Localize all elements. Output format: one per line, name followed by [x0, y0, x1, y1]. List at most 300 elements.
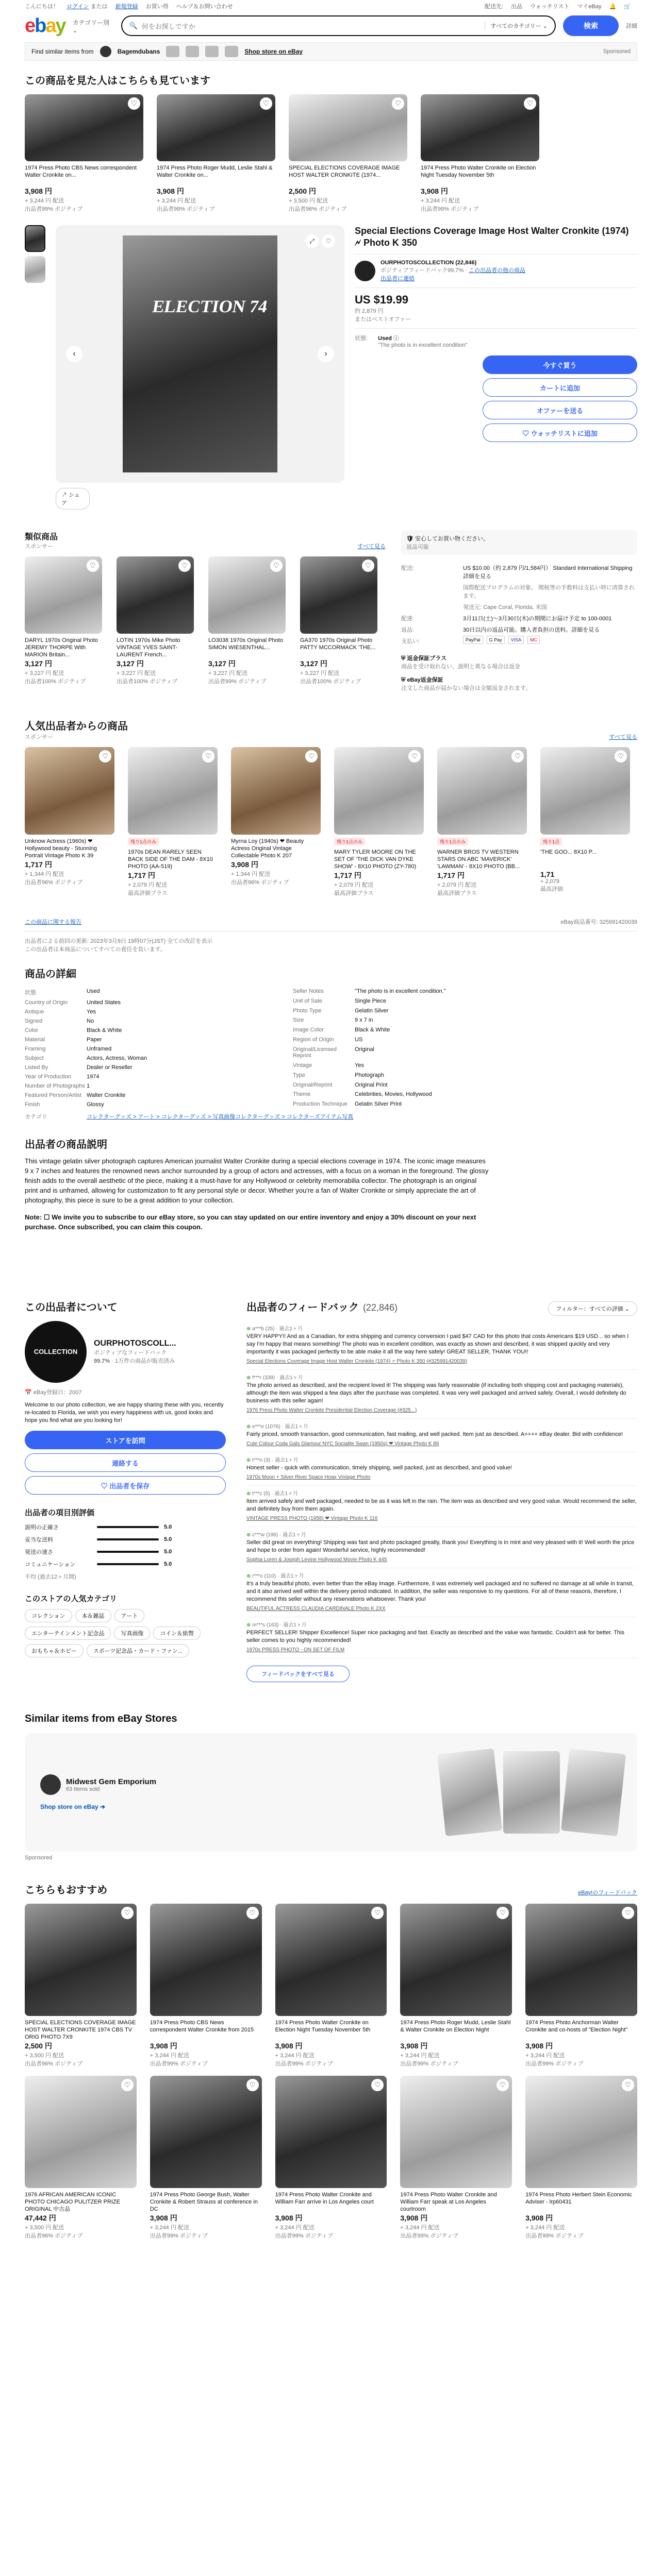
rec-item-shipping: + 3,244 円 配送: [400, 2225, 440, 2231]
save-seller-button[interactable]: ♡ 出品者を保存: [25, 1476, 226, 1495]
rec-item-title[interactable]: 1974 Press Photo Walter Cronkite on Election Night Tuesday November 5th: [275, 2020, 371, 2033]
related-item-title[interactable]: 1974 Press Photo Walter Cronkite on Election Night Tuesday November 5th: [421, 165, 536, 178]
rec-item-seller-tag: 出品者99% ポジティブ: [525, 2233, 584, 2239]
similar-item-card[interactable]: [25, 556, 102, 685]
spec-row: Featured Person/Artist Walter Cronkite: [25, 1092, 126, 1098]
gem-shop-link[interactable]: Shop store on eBay ➔: [40, 1803, 106, 1810]
help-link[interactable]: ヘルプ＆お問い合わせ: [176, 4, 233, 10]
popular-item-image[interactable]: [540, 747, 630, 835]
rec-item-seller-tag: 出品者99% ポジティブ: [150, 2061, 208, 2067]
rec-item-shipping: + 3,244 円 配送: [275, 2225, 315, 2231]
positive-icon: ⊕: [246, 1375, 253, 1381]
feedback-product-link[interactable]: VINTAGE PRESS PHOTO (1958) ❤ Vintage Photo K 116: [246, 1516, 378, 1521]
ship-to[interactable]: 配送先:: [485, 4, 504, 10]
related-item-price: 2,500 円: [289, 187, 316, 195]
heart-icon[interactable]: ♡: [87, 560, 99, 572]
rec-item-seller-tag: 出品者99% ポジティブ: [275, 2061, 333, 2067]
rec-item-card[interactable]: [525, 1904, 637, 2067]
heart-icon[interactable]: ♡: [178, 560, 191, 572]
similar-item-price: 3,127 円: [25, 659, 52, 668]
feedback-product-link[interactable]: 1970s PRESS PHOTO - ON SET OF FILM: [246, 1647, 345, 1653]
rec-item-image[interactable]: [150, 2076, 262, 2188]
rec-item-shipping: + 3,244 円 配送: [400, 2053, 440, 2059]
spec-row: Subject Actors, Actress, Woman: [25, 1055, 147, 1061]
popular-item-title[interactable]: 'THE GOO... 8X10 P...: [540, 849, 597, 855]
rec-item-image[interactable]: [525, 1904, 637, 2016]
store-logo[interactable]: COLLECTION: [25, 1321, 87, 1383]
rec-item-card[interactable]: [25, 2076, 137, 2240]
rec-item-title[interactable]: 1974 Press Photo George Bush, Walter Cronkite & Robert Strauss at conference in DC: [150, 2192, 258, 2212]
similar-item-image[interactable]: [208, 556, 286, 634]
rating-bar-fill: [97, 1551, 159, 1553]
rec-item-price: 3,908 円: [150, 2214, 177, 2222]
popular-item-shipping: + 2,079: [540, 878, 560, 885]
rec-item-seller-tag: 出品者96% ポジティブ: [25, 2233, 83, 2239]
popular-item-price: 1,717 円: [437, 871, 465, 879]
contact-seller-button[interactable]: 連絡する: [25, 1453, 226, 1472]
feedback-product-link[interactable]: 1970s Moon + Silver River Space Hoax Vintage Photo: [246, 1475, 371, 1480]
positive-icon: ⊕: [246, 1573, 253, 1579]
rec-item-card[interactable]: [275, 1904, 387, 2067]
popular-item-seller-tag: 最高評価: [540, 886, 563, 892]
popular-item-title[interactable]: WARNER BROS TV WESTERN STARS ON ABC 'MAVERICK' 'LAWMAN' - 8X10 PHOTO (BB...: [437, 849, 520, 870]
popular-item-seller-tag: 出品者96% ポジティブ: [231, 879, 289, 886]
spec-row: Country of Origin United States: [25, 999, 121, 1006]
sell-link[interactable]: 出品: [511, 4, 523, 10]
related-item-shipping: + 3,244 円 配送: [157, 198, 196, 204]
store-joined: 📅 eBay登録日：2007: [25, 1389, 82, 1396]
heart-icon[interactable]: ♡: [408, 750, 421, 762]
similar-item-title[interactable]: DARYL 1970s Original Photo JEREMY THORPE With MARION Britain...: [25, 637, 98, 658]
category-breadcrumb[interactable]: コレクターグッズ > アート > コレクターグッズ > 写真画像コレクターグッズ > コレクターズアイテム写真: [87, 1114, 354, 1120]
guarantee-icon: ⛨: [401, 677, 407, 683]
heart-icon[interactable]: ♡: [524, 97, 536, 110]
similar-item-price: 3,127 円: [117, 659, 144, 668]
related-item-shipping: + 3,500 円 配送: [289, 198, 328, 204]
seller-contact-link[interactable]: 出品者に連絡: [380, 276, 415, 282]
store-name[interactable]: OURPHOTOSCOLL...: [94, 1339, 176, 1348]
visit-store-button[interactable]: ストアを訪問: [25, 1431, 226, 1449]
heart-icon[interactable]: ♡: [246, 2079, 259, 2091]
positive-icon: ⊕: [246, 1491, 253, 1497]
popular-item-card[interactable]: [25, 747, 114, 897]
spec-row: Signed No: [25, 1018, 94, 1024]
rating-bar-fill: [97, 1526, 159, 1528]
seller-name[interactable]: OURPHOTOSCOLLECTION: [380, 260, 454, 266]
search-button[interactable]: 検索: [563, 15, 619, 36]
seller-other-link[interactable]: この出品者の他の商品: [469, 267, 525, 274]
spec-row: Number of Photographs 1: [25, 1083, 90, 1089]
signin-link[interactable]: ログイン: [67, 4, 89, 10]
similar-item-card[interactable]: [117, 556, 194, 685]
spec-row: Material Paper: [25, 1037, 102, 1043]
popular-item-seller-tag: 最高評価プラス: [437, 890, 477, 896]
spec-table-left: [25, 987, 262, 1109]
related-item-price: 3,908 円: [157, 187, 184, 195]
related-item-image[interactable]: [157, 94, 275, 161]
shield-icon: 🛡: [406, 536, 413, 542]
register-link[interactable]: 新規登録: [115, 4, 138, 10]
store-category-pill[interactable]: おもちゃ＆ホビー: [25, 1644, 84, 1657]
popular-item-image[interactable]: [128, 747, 218, 835]
spec-row: Original/Reprint Original Print: [293, 1081, 388, 1088]
report-link[interactable]: この商品に関する報告: [25, 919, 81, 925]
shipping-panel: 🛡 安心してお買い物ください。 返品可能 配送: US $10.00（約 2,879 円/1,584円） Standard International Shipping 詳細を見る 国際配送プログラムの対象。 関税等の手数料は支払い時に清算されます。 発送元: Cape Coral, Florida, 米国 配達: 3月11日(土)～3月30日(木)の期間にお届け予定 to 100-0001 返品: 30日以内の返品可能。購入者負担の送料。詳細を見る 支払い: PayPal G Pay VISA MC ⛨ 返金保証プラス 商品を受け取れない、説明と異なる場合は返金 ⛨ eBay返金保証 注文した商品が届かない場合は全額返金されます。: [401, 530, 637, 692]
rec-item-seller-tag: 出品者99% ポジティブ: [400, 2233, 458, 2239]
spec-row: Color Black & White: [25, 1027, 122, 1033]
visa-icon: VISA: [508, 636, 524, 644]
rec-item-image[interactable]: [275, 2076, 387, 2188]
store-banner[interactable]: Midwest Gem Emporium 63 Items sold Shop store on eBay ➔: [25, 1733, 637, 1852]
store-categories: [25, 1609, 226, 1662]
related-item-image[interactable]: [25, 94, 143, 161]
spec-row: Type Photograph: [293, 1072, 384, 1078]
rec-item-seller-tag: 出品者99% ポジティブ: [275, 2233, 333, 2239]
similar-item-seller-tag: 出品者100% ポジティブ: [25, 679, 86, 685]
returns-banner: 🛡 安心してお買い物ください。 返品可能: [401, 530, 637, 555]
heart-icon[interactable]: ♡: [362, 560, 374, 572]
popular-item-card[interactable]: ♡ 残り1点のみ WARNER BROS TV WESTERN STARS ON ABC 'MAVERICK' 'LAWMAN' - 8X10 PHOTO (BB... 1,717 円 + 2,079 円 配送 最高評価プラス: [437, 747, 527, 897]
spec-row: Year of Production 1974: [25, 1074, 100, 1080]
gpay-icon: G Pay: [487, 636, 505, 644]
related-item-card[interactable]: [25, 94, 143, 213]
feedback-item: ⊕ r***o (110) · 過去1ヶ月 It's a truly beautiful photo, even better than the eBay image. Furthermore, it was extremely well packaged and no suffered no damage at all while in transit, and it also arrived well within the delivery period indicated. In addition, the seller was responsive to my questions. For all of these reasons, therefore, I recommend this seller without any reservations whatsoever. Thank you! BEAUTIFUL ACTRESS CLAUDIA CARDINALE Photo K 2XX: [246, 1568, 637, 1617]
store-category-pill[interactable]: スポーツ記念品・カード・ファン...: [87, 1644, 190, 1657]
buy-box: Special Elections Coverage Image Host Walter Cronkite (1974) 🗲 Photo K 350 OURPHOTOSCOLLECTION (22,846) ポジティブフィードバック99.7% · この出品者の他の商品 出品者に連絡 US $19.99 約 2,879 円 またはベストオファー 状態: Used ⓘ "The photo is in excellent condition" 今すぐ買う カートに追加 オファーを送る ♡ ウォッチリストに追加: [355, 225, 637, 510]
rec-item-seller-tag: 出品者99% ポジティブ: [150, 2233, 208, 2239]
heart-icon[interactable]: ♡: [622, 2079, 634, 2091]
rec-item-price: 3,908 円: [150, 2042, 177, 2050]
deals-link[interactable]: お買い得: [145, 4, 169, 10]
rec-item-image[interactable]: [25, 1904, 137, 2016]
rating-row: 説明の正確さ 5.0: [25, 1524, 172, 1531]
spec-row: Size 9 x 7 in: [293, 1017, 373, 1024]
heart-icon[interactable]: ♡: [270, 560, 283, 572]
main-image[interactable]: [123, 235, 277, 472]
election-sign: ELECTION 74: [151, 297, 269, 316]
seller-avatar[interactable]: [355, 261, 375, 281]
related-item-image[interactable]: [421, 94, 539, 161]
positive-icon: ⊕: [246, 1458, 253, 1463]
store-category-pill[interactable]: アート: [114, 1609, 145, 1622]
similar-item-seller-tag: 出品者100% ポジティブ: [117, 679, 178, 685]
rec-item-card[interactable]: [525, 2076, 637, 2240]
similar-item-image[interactable]: [300, 556, 377, 634]
about-seller: この出品者について COLLECTION OURPHOTOSCOLL... ポジティブなフィードバック 99.7% · 1万件の商品が販売済み 📅 eBay登録日：2007 Welcome to our photo collection, we are happy sharing these with you, recently re-located to Florida, we wish you every happiness with us, good looks and hope you find what are you looking for! ストアを訪問 連絡する ♡ 出品者を保存 出品者の項目別評価 説明の正確さ 5.0 妥当な送料 5.0 発送の速さ 5.0 コミュニケーション 5.0 平均 (過去12ヶ月間) このストアの人気カテゴリ コレクション 本＆雑誌 アートエンターテインメント記念品 写真画像 コイン＆紙幣おもちゃ＆ホビー スポーツ記念品・カード・ファン...: [25, 1299, 226, 1682]
spec-row: Original/Licensed Reprint Original: [293, 1046, 374, 1059]
feedback-item: ⊕ e***e (1076) · 過去1ヶ月 Fairly priced, smooth transaction, good communication, fast mailing, and well packed. Item just as described. A++++ eBay dealer. Bid with confidence! Cute Colour Coda Gals Glamour NYC Socialite Swan (1950s) ❤ Vintage Photo K 86: [246, 1419, 637, 1452]
rec-item-shipping: + 3,244 円 配送: [150, 2053, 189, 2059]
feedback-product-link[interactable]: Cute Colour Coda Gals Glamour NYC Socialite Swan (1950s) ❤ Vintage Photo K 86: [246, 1441, 439, 1447]
related-item-price: 3,908 円: [25, 187, 52, 195]
recommend-feedback-link[interactable]: eBay!のフィードバック: [577, 1890, 637, 1896]
money-back-guarantee: ⛨ eBay返金保証 注文した商品が届かない場合は全額返金されます。: [401, 677, 532, 691]
related-item-title[interactable]: 1974 Press Photo CBS News correspondent Walter Cronkite on...: [25, 165, 137, 178]
feedback-item: ⊕ t***c (5) · 過去1ヶ月 Item arrived safely and well packaged, needed to be as it was left in the rain. The item was as described and very good value. Would recommend the seller, and definitely buy from them again. VINTAGE PRESS PHOTO (1958) ❤ Vintage Photo K 116: [246, 1486, 637, 1527]
store-category-pill[interactable]: コイン＆紙幣: [153, 1626, 201, 1640]
rec-item-shipping: + 3,244 円 配送: [150, 2225, 189, 2231]
heart-icon[interactable]: ♡: [371, 2079, 384, 2091]
expand-icon[interactable]: ⤢: [305, 234, 319, 248]
shop-store-link[interactable]: Shop store on eBay: [244, 48, 303, 55]
spec-row: 状態 Used: [25, 988, 100, 996]
next-image-button[interactable]: ›: [318, 346, 334, 362]
heart-icon[interactable]: ♡: [392, 97, 404, 110]
description-note: Note: ☐ We invite you to subscribe to our eBay store, so you can stay updated on our entire inventory and enjoy a 30% discount on your next purchase. Once subscribed, you can claim this coupon.: [25, 1213, 476, 1231]
heart-icon[interactable]: ♡: [99, 750, 111, 762]
rec-item-title[interactable]: SPECIAL ELECTIONS COVERAGE IMAGE HOST WALTER CRONKITE 1974 CBS TV ORIG PHOTO 7X9: [25, 2020, 136, 2040]
popular-item-seller-tag: 最高評価プラス: [334, 890, 374, 896]
rec-item-shipping: + 3,500 円 配送: [25, 2053, 64, 2059]
popular-item-image[interactable]: [334, 747, 424, 835]
info-icon[interactable]: ⓘ: [393, 335, 400, 342]
heart-icon[interactable]: ♡: [615, 750, 627, 762]
store-category-pill[interactable]: コレクション: [25, 1609, 72, 1622]
rating-bar: [97, 1563, 159, 1565]
similar-section: 類似商品 スポンサー すべて見る ♡ DARYL 1970s Original Photo JEREMY THORPE With MARION Britain... 3,127 円 + 3,227 円 配送 出品者100% ポジティブ ♡ LOTIN 1970s Mike Photo VINTAGE YVES SAINT-LAURENT French... 3,127 円 + 3,227 円 配送 出品者100% ポジティブ ♡ LO3038 1970s Original Photo SIMON WIESENTHAL... 3,127 円 + 3,227 円 配送 出品者99% ポジティブ ♡ GA370 1970s Original Photo PATTY MCCORMACK 'THE... 3,127 円 + 3,227 円 配送 出品者100% ポジティブ: [25, 533, 386, 685]
feedback-item: ⊕ a***b (25) · 過去1ヶ月 VERY HAPPY!! And as a Canadian, for extra shipping and currency conversion I paid $47 CAD for this photo that costs Americans $19 USD... so when I say I'm happy that means something! The photo was in excellent condition, was exactly as shown and described, it was shipped quickly and very importantly it was packaged perfectly to be able make it all the way here safely! GREAT SELLER, THANK YOU!! Special Elections Coverage Image Host Walter Cronkite (1974) 🗲 Photo K 350 (#325991420039): [246, 1321, 637, 1370]
heart-icon[interactable]: ♡: [260, 97, 272, 110]
similar-item-title[interactable]: LO3038 1970s Original Photo SIMON WIESENTHAL...: [208, 637, 283, 651]
spec-row: Production Technique Gelatin Silver Print: [293, 1101, 402, 1108]
feedback-filter[interactable]: フィルター：すべての評価 ⌄: [548, 1301, 637, 1316]
related-item-title[interactable]: SPECIAL ELECTIONS COVERAGE IMAGE HOST WALTER CRONKITE (1974...: [289, 165, 400, 178]
rec-item-title[interactable]: 1974 Press Photo Roger Mudd, Leslie Stahl & Walter Cronkite on Election Night: [400, 2020, 511, 2033]
store-category-pill[interactable]: 本＆雑誌: [75, 1609, 111, 1622]
related-item-seller-tag: 出品者99% ポジティブ: [157, 206, 215, 212]
rec-item-title[interactable]: 1974 Press Photo CBS News correspondent Walter Cronkite from 2015: [150, 2020, 254, 2033]
listing-main: [25, 225, 637, 510]
similar-item-card[interactable]: [300, 556, 377, 685]
make-offer-button[interactable]: オファーを送る: [483, 401, 637, 419]
popular-item-price: 1,717 円: [334, 871, 361, 879]
spec-table-right: [293, 987, 530, 1109]
related-item-image[interactable]: [289, 94, 407, 161]
main-image-area: [56, 225, 344, 510]
listing-title: Special Elections Coverage Image Host Walter Cronkite (1974) 🗲 Photo K 350: [355, 226, 629, 248]
similar-item-title[interactable]: LOTIN 1970s Mike Photo VINTAGE YVES SAINT-LAURENT French...: [117, 637, 180, 658]
bell-icon[interactable]: 🔔: [609, 4, 617, 10]
rec-item-card[interactable]: [400, 1904, 512, 2067]
heart-icon[interactable]: ♡: [371, 1907, 384, 1919]
gem-store-avatar: [40, 1774, 61, 1795]
heart-icon[interactable]: ♡: [622, 1907, 634, 1919]
rec-item-price: 3,908 円: [275, 2042, 303, 2050]
store-avatar: [100, 46, 111, 57]
rec-item-price: 3,908 円: [400, 2214, 428, 2222]
spec-row: Region of Origin US: [293, 1036, 363, 1043]
buy-now-button[interactable]: 今すぐ買う: [483, 355, 637, 374]
rec-item-seller-tag: 出品者96% ポジティブ: [25, 2061, 83, 2067]
rec-item-image[interactable]: [275, 1904, 387, 2016]
rec-item-seller-tag: 出品者99% ポジティブ: [525, 2061, 584, 2067]
popular-item-seller-tag: 最高評価プラス: [128, 890, 168, 896]
positive-icon: ⊕: [246, 1326, 253, 1332]
heart-icon[interactable]: ♡: [128, 97, 140, 110]
feedback-list: [246, 1321, 637, 1658]
rec-item-shipping: + 3,244 円 配送: [525, 2225, 565, 2231]
rec-item-card[interactable]: [150, 1904, 262, 2067]
heart-icon[interactable]: ♡: [496, 2079, 509, 2091]
popular-item-card[interactable]: ♡ 残り1点のみ 1970s DEAN RARELY SEEN BACK SIDE OF THE DAM - 8X10 PHOTO (AA-519) 1,717 円 + 2,079 円 配送 最高評価プラス: [128, 747, 218, 897]
rec-item-title[interactable]: 1976 AFRICAN AMERICAN ICONIC PHOTO CHICAGO PULITZER PRIZE ORIGINAL 中古品: [25, 2192, 120, 2212]
rec-item-image[interactable]: [400, 2076, 512, 2188]
popular-item-price: 1,717 円: [128, 871, 155, 879]
rating-bar-fill: [97, 1563, 159, 1565]
rec-item-price: 3,908 円: [275, 2214, 303, 2222]
rec-item-card[interactable]: [275, 2076, 387, 2240]
popular-item-card[interactable]: ♡ 残り1点のみ MARY TYLER MOORE ON THE SET OF 'THE DICK VAN DYKE SHOW' - 8X10 PHOTO (ZY-780) 1,717 円 + 2,079 円 配送 最高評価プラス: [334, 747, 424, 897]
feedback-item: ⊕ f***r (339) · 過去1ヶ月 The photo arrived as described, and the recipient loved it! The shipping was fairly reasonable (if including both shipping cost and packaging materials), although the item was shipped a few days after the purchase was completed. It was very well packaged and arrived safely. Overall, I would definitely do business with this seller again! 1976 Press Photo Walter Cronkite Presidential Election Coverage (#325...): [246, 1370, 637, 1419]
similar-item-image[interactable]: [117, 556, 194, 634]
heart-icon[interactable]: ♡: [121, 1907, 134, 1919]
popular-item-title[interactable]: MARY TYLER MOORE ON THE SET OF 'THE DICK VAN DYKE SHOW' - 8X10 PHOTO (ZY-780): [334, 849, 417, 870]
feedback-product-link[interactable]: Special Elections Coverage Image Host Walter Cronkite (1974) 🗲 Photo K 350 (#325991420039): [246, 1359, 468, 1364]
rec-item-title[interactable]: 1974 Press Photo Herbert Stein Economic Adviser - lrp60431: [525, 2192, 632, 2205]
thumb-1[interactable]: [25, 225, 45, 252]
search-input[interactable]: 何をお探しですか: [141, 22, 195, 30]
rec-item-title[interactable]: 1974 Press Photo Walter Cronkite and William Farr arrive in Los Angeles court: [275, 2192, 374, 2205]
rec-item-price: 2,500 円: [25, 2042, 52, 2050]
rec-item-seller-tag: 出品者99% ポジティブ: [400, 2061, 458, 2067]
related-item-card[interactable]: [289, 94, 407, 213]
related-item-seller-tag: 出品者99% ポジティブ: [421, 206, 479, 212]
popular-item-card[interactable]: [231, 747, 321, 897]
search-category-select[interactable]: すべてのカテゴリー ⌄: [485, 22, 548, 30]
rec-item-image[interactable]: [525, 2076, 637, 2188]
thumb-2[interactable]: [25, 256, 45, 283]
spec-row: Listed By Dealer or Reseller: [25, 1064, 133, 1071]
related-item-shipping: + 3,244 円 配送: [25, 198, 64, 204]
similar-item-title[interactable]: GA370 1970s Original Photo PATTY MCCORMACK 'THE...: [300, 637, 376, 651]
rating-bar: [97, 1538, 159, 1540]
heart-icon[interactable]: ♡: [246, 1907, 259, 1919]
similar-item-image[interactable]: [25, 556, 102, 634]
popular-item-title[interactable]: Myrna Loy (1940s) ❤ Beauty Actress Original Vintage Collectable Photo K 207: [231, 838, 304, 859]
myebay-link[interactable]: マイeBay: [577, 4, 602, 10]
heart-outline-icon: ♡: [522, 429, 531, 437]
related-item-title[interactable]: 1974 Press Photo Roger Mudd, Leslie Stahl & Walter Cronkite on...: [157, 165, 273, 178]
similar-item-card[interactable]: [208, 556, 286, 685]
condition-value: Used: [378, 335, 392, 342]
rating-row: 妥当な送料 5.0: [25, 1536, 172, 1543]
store-category-pill[interactable]: 写真画像: [114, 1626, 150, 1640]
similar-item-seller-tag: 出品者99% ポジティブ: [208, 679, 267, 685]
heart-icon[interactable]: ♡: [202, 750, 214, 762]
popular-item-shipping: + 2,079 円 配送: [334, 882, 374, 888]
feedback-product-link[interactable]: BEAUTIFUL ACTRESS CLAUDIA CARDINALE Photo K 2XX: [246, 1606, 386, 1612]
rec-item-price: 3,908 円: [525, 2214, 553, 2222]
rec-item-title[interactable]: 1974 Press Photo Walter Cronkite and William Farr speak at Los Angeles courtroom: [400, 2192, 497, 2212]
popular-item-title[interactable]: Unknow Actress (1960s) ❤ Hollywood beauty - Stunning Portrait Vintage Photo K 39: [25, 838, 97, 859]
popular-item-image[interactable]: [437, 747, 527, 835]
popular-item-shipping: + 1,344 円 配送: [25, 871, 64, 877]
rec-item-title[interactable]: 1974 Press Photo Anchorman Walter Cronkite and co-hosts of "Election Night": [525, 2020, 628, 2033]
rec-item-card[interactable]: [150, 2076, 262, 2240]
store-cards-preview: [441, 1751, 622, 1834]
ebay-logo[interactable]: ebay: [25, 15, 65, 37]
search-icon: 🔍: [129, 22, 138, 29]
details-section: 商品の詳細 状態 Used Country of Origin United States Antique Yes Signed No Color Black & White Material Paper Framing Unframed Subject Actors, Actress, Woman Listed By Dealer or Reseller Year of Production 1974 Number of Photographs 1 Featured Person/Artist Walter Cronkite Finish Glossy Seller Notes "The photo is in excellent condition." Unit of Sale Single Piece Photo Type Gelatin Silver Size 9 x 7 in Image Color Black & White Region of Origin US Original/Licensed Reprint Original Vintage Yes Type Photograph Original/Reprint Original Print Theme Celebrities, Movies, Hollywood Production Technique Gelatin Silver Print カテゴリ コレクターグッズ > アート > コレクターグッズ > 写真画像コレクターグッズ > コレクターズアイテム写真: [25, 965, 637, 1121]
similar-and-shipping: [25, 530, 637, 692]
related-title: この商品を見た人はこちらも見ています: [25, 75, 210, 87]
spec-row: Photo Type Gelatin Silver: [293, 1007, 389, 1014]
heart-icon[interactable]: ♡: [121, 2079, 134, 2091]
ratings-list: [25, 1523, 226, 1568]
popular-item-price: 3,908 円: [231, 860, 258, 869]
ebay-stores-section: Similar items from eBay Stores Midwest Gem Emporium 63 Items sold Shop store on eBay ➔ Sponsored: [25, 1713, 637, 1861]
rec-item-shipping: + 3,500 円 配送: [25, 2225, 64, 2231]
popular-see-all[interactable]: すべて見る: [609, 734, 637, 740]
similar-see-all[interactable]: すべて見る: [357, 544, 386, 550]
spec-row: Image Color Black & White: [293, 1027, 390, 1033]
popular-item-shipping: + 1,344 円 配送: [231, 871, 271, 877]
recommend-section: こちらもおすすめ eBay!のフィードバック ♡ SPECIAL ELECTIONS COVERAGE IMAGE HOST WALTER CRONKITE 1974 CBS TV ORIG PHOTO 7X9 2,500 円 + 3,500 円 配送 出品者96% ポジティブ ♡ 1974 Press Photo CBS News correspondent Walter Cronkite from 2015 3,908 円 + 3,244 円 配送 出品者99% ポジティブ ♡ 1974 Press Photo Walter Cronkite on Election Night Tuesday November 5th 3,908 円 + 3,244 円 配送 出品者99% ポジティブ ♡ 1974 Press Photo Roger Mudd, Leslie Stahl & Walter Cronkite on Election Night 3,908 円 + 3,244 円 配送 出品者99% ポジティブ ♡ 1974 Press Photo Anchorman Walter Cronkite and co-hosts of "Election Night" 3,908 円 + 3,244 円 配送 出品者99% ポジティブ ♡ 1976 AFRICAN AMERICAN ICONIC PHOTO CHICAGO PULITZER PRIZE ORIGINAL 中古品 47,442 円 + 3,500 円 配送 出品者96% ポジティブ ♡ 1974 Press Photo George Bush, Walter Cronkite & Robert Strauss at conference in DC 3,908 円 + 3,244 円 配送 出品者99% ポジティブ ♡ 1974 Press Photo Walter Cronkite and William Farr arrive in Los Angeles court 3,908 円 + 3,244 円 配送 出品者99% ポジティブ ♡ 1974 Press Photo Walter Cronkite and William Farr speak at Los Angeles courtroom 3,908 円 + 3,244 円 配送 出品者99% ポジティブ ♡ 1974 Press Photo Herbert Stein Economic Adviser - lrp60431 3,908 円 + 3,244 円 配送 出品者99% ポジティブ: [25, 1885, 637, 2239]
advanced-search-link[interactable]: 詳細: [626, 23, 637, 29]
related-item-seller-tag: 出品者99% ポジティブ: [25, 206, 83, 212]
popular-item-image[interactable]: [231, 747, 321, 835]
rec-item-card[interactable]: [25, 1904, 137, 2067]
feedback-product-link[interactable]: Sophia Loren & Joseph Levine Hollywood Movie Photo K 445: [246, 1557, 387, 1563]
spec-row: Seller Notes "The photo is in excellent condition.": [293, 988, 446, 994]
popular-item-shipping: + 2,079 円 配送: [128, 882, 168, 888]
feedback-item: ⊕ c***w (196) · 過去1ヶ月 Seller did great on everything! Shipping was fast and photo packaged greatly, thank you! Everything is in mint and very pleased with it! Well worth the price and hope to order from again! Wonderful service, highly recommended! Sophia Loren & Joseph Levine Hollywood Movie Photo K 445: [246, 1527, 637, 1568]
heart-icon[interactable]: ♡: [322, 234, 335, 248]
share-button[interactable]: ↗ シェア: [56, 488, 90, 510]
feedback-product-link[interactable]: 1976 Press Photo Walter Cronkite Presidential Election Coverage (#325...): [246, 1408, 417, 1413]
spec-row: Antique Yes: [25, 1009, 96, 1015]
add-cart-button[interactable]: カートに追加: [483, 378, 637, 397]
rec-item-image[interactable]: [25, 2076, 137, 2188]
prev-image-button[interactable]: ‹: [66, 346, 82, 362]
search-box[interactable]: [121, 15, 556, 36]
popular-item-title[interactable]: 1970s DEAN RARELY SEEN BACK SIDE OF THE DAM - 8X10 PHOTO (AA-519): [128, 849, 213, 870]
similar-item-shipping: + 3,227 円 配送: [300, 670, 340, 676]
similar-item-shipping: + 3,227 円 配送: [208, 670, 248, 676]
spec-row: Finish Glossy: [25, 1101, 104, 1108]
rec-item-image[interactable]: [150, 1904, 262, 2016]
description-body: This vintage gelatin silver photograph captures American journalist Walter Cronkite during a special elections coverage in 1974. The iconic image measures 9 x 7 inches and features the renowned news anchor surrounded by a group of actors and actresses, with a focus on a woman in the foreground. The glossy finish adds to the overall aesthetic of the piece, making it a must-have for any Hollywood or celebrity memorabilia collector. The photograph is an original print and is unframed, allowing for customization to fit any personal style or decor. Whether you're a fan of Walter Cronkite or simply appreciate the art of photography, this piece is sure to be a great addition to your collection.: [25, 1157, 489, 1204]
rec-item-price: 47,442 円: [25, 2214, 56, 2222]
popular-item-card[interactable]: ♡ 残り1点 'THE GOO... 8X10 P... 1,71 + 2,079 最高評価: [540, 747, 630, 897]
related-item-card[interactable]: [157, 94, 275, 213]
store-category-pill[interactable]: エンターテインメント記念品: [25, 1626, 111, 1640]
category-button[interactable]: カテゴリー別 ⌄: [72, 19, 110, 34]
paypal-icon: PayPal: [463, 636, 483, 644]
rating-bar-fill: [97, 1538, 159, 1540]
popular-section: 人気出品者からの商品 スポンサー すべて見る ♡ Unknow Actress (1960s) ❤ Hollywood beauty - Stunning Portrait Vintage Photo K 39 1,717 円 + 1,344 円 配送 出品者96% ポジティブ ♡ 残り1点のみ 1970s DEAN RARELY SEEN BACK SIDE OF THE DAM - 8X10 PHOTO (AA-519) 1,717 円 + 2,079 円 配送 最高評価プラス ♡ Myrna Loy (1940s) ❤ Beauty Actress Original Vintage Collectable Photo K 207 3,908 円 + 1,344 円 配送 出品者96% ポジティブ ♡ 残り1点のみ MARY TYLER MOORE ON THE SET OF 'THE DICK VAN DYKE SHOW' - 8X10 PHOTO (ZY-780) 1,717 円 + 2,079 円 配送 最高評価プラス ♡ 残り1点のみ WARNER BROS TV WESTERN STARS ON ABC 'MAVERICK' 'LAWMAN' - 8X10 PHOTO (BB... 1,717 円 + 2,079 円 配送 最高評価プラス ♡ 残り1点 'THE GOO... 8X10 P... 1,71 + 2,079 最高評価: [25, 721, 637, 896]
similar-item-shipping: + 3,227 円 配送: [117, 670, 156, 676]
heart-icon[interactable]: ♡: [496, 1907, 509, 1919]
popular-item-image[interactable]: [25, 747, 114, 835]
popular-item-price: 1,71: [540, 870, 555, 878]
rec-item-card[interactable]: [400, 2076, 512, 2240]
watch-button[interactable]: ♡ ウォッチリストに追加: [483, 423, 637, 442]
sponsor-bar: Find similar items from Bagemdubans Shop store on eBay Sponsored: [25, 42, 637, 61]
item-number: 325991420039: [599, 919, 637, 925]
heart-icon[interactable]: ♡: [511, 750, 524, 762]
see-all-feedback-button[interactable]: フィードバックをすべて見る: [246, 1666, 350, 1682]
positive-icon: ⊕: [246, 1424, 253, 1430]
rating-bar: [97, 1526, 159, 1528]
watchlist-link[interactable]: ウォッチリスト: [530, 4, 570, 10]
rating-row: 発送の速さ 5.0: [25, 1549, 172, 1555]
heart-icon[interactable]: ♡: [305, 750, 318, 762]
positive-icon: ⊕: [246, 1622, 253, 1628]
cart-icon[interactable]: 🛒: [624, 4, 631, 10]
rec-item-image[interactable]: [400, 1904, 512, 2016]
related-item-card[interactable]: [421, 94, 539, 213]
